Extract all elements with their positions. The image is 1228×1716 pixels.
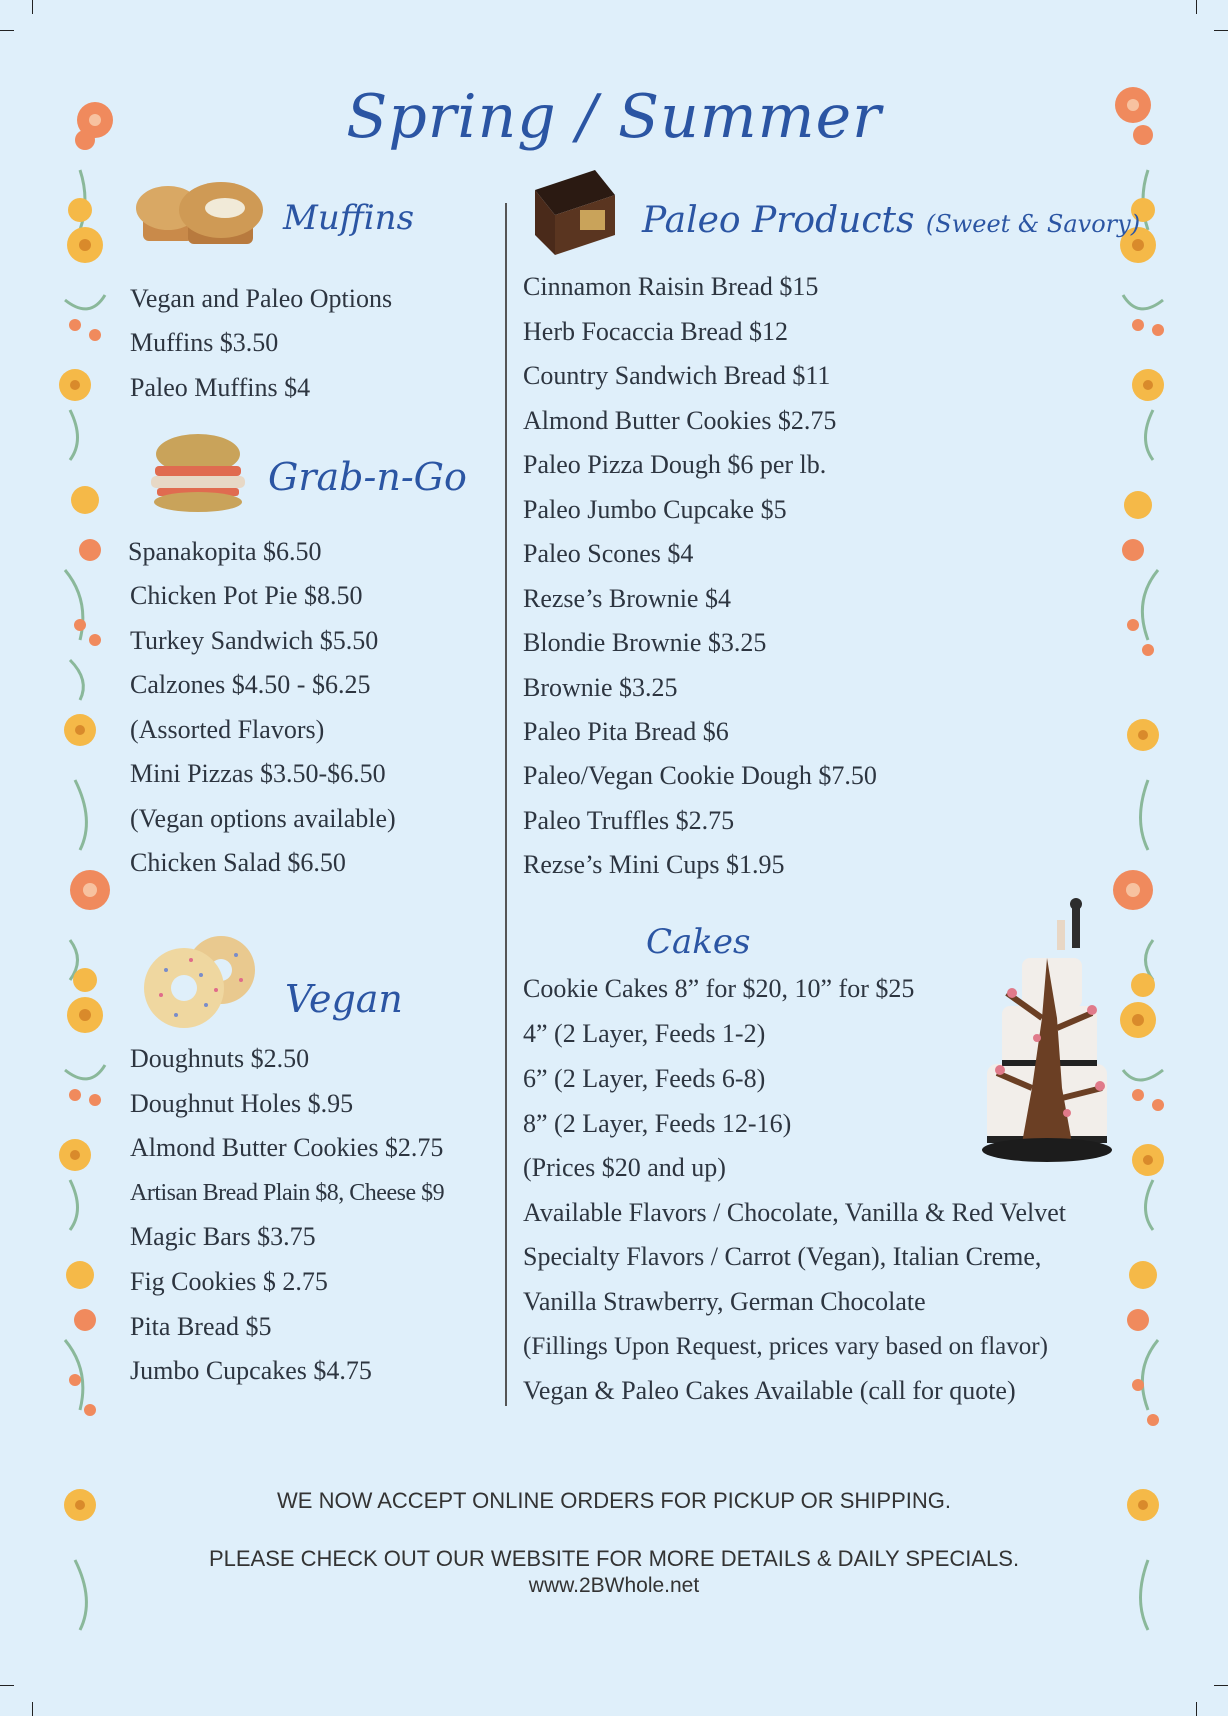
grab-item-calzones: Calzones $4.50 - $6.25 bbox=[130, 670, 371, 699]
grab-item-chicken-salad: Chicken Salad $6.50 bbox=[130, 848, 346, 877]
grab-item-vegan-options: (Vegan options available) bbox=[130, 804, 396, 833]
crop-mark bbox=[32, 1702, 33, 1716]
right-floral-border bbox=[1108, 80, 1178, 1640]
vegan-item-fig-cookies: Fig Cookies $ 2.75 bbox=[130, 1267, 328, 1296]
brownie-photo bbox=[525, 155, 620, 260]
cakes-item-prices: (Prices $20 and up) bbox=[523, 1153, 726, 1182]
muffins-item-paleo-muffins: Paleo Muffins $4 bbox=[130, 373, 311, 402]
cakes-item-8-inch: 8” (2 Layer, Feeds 12-16) bbox=[523, 1109, 792, 1138]
cakes-item-specialty-flavors-cont: Vanilla Strawberry, German Chocolate bbox=[523, 1287, 926, 1316]
vegan-heading: Vegan bbox=[285, 977, 403, 1021]
muffins-heading: Muffins bbox=[283, 198, 415, 238]
cakes-item-fillings: (Fillings Upon Request, prices vary based on flavor) bbox=[523, 1333, 1048, 1360]
grab-item-turkey-sandwich: Turkey Sandwich $5.50 bbox=[130, 626, 379, 655]
crop-mark bbox=[1196, 0, 1197, 14]
paleo-item-country-sandwich-bread: Country Sandwich Bread $11 bbox=[523, 361, 831, 390]
paleo-heading-subtitle: (Sweet & Savory) bbox=[925, 210, 1141, 238]
wedding-cake-photo bbox=[962, 898, 1112, 1170]
vegan-item-doughnut-holes: Doughnut Holes $.95 bbox=[130, 1089, 354, 1118]
paleo-heading bbox=[642, 200, 1140, 241]
grab-n-go-heading: Grab-n-Go bbox=[268, 455, 467, 499]
crop-mark bbox=[0, 1685, 14, 1686]
paleo-item-rezses-brownie: Rezse’s Brownie $4 bbox=[523, 584, 731, 613]
cakes-item-vegan-paleo-cakes: Vegan & Paleo Cakes Available (call for quote) bbox=[523, 1376, 1016, 1405]
vegan-item-doughnuts: Doughnuts $2.50 bbox=[130, 1044, 310, 1073]
grab-item-spanakopita: Spanakopita $6.50 bbox=[128, 537, 322, 566]
crop-mark bbox=[1196, 1702, 1197, 1716]
column-divider bbox=[505, 203, 507, 1406]
vegan-item-jumbo-cupcakes: Jumbo Cupcakes $4.75 bbox=[130, 1356, 372, 1385]
cakes-item-specialty-flavors: Specialty Flavors / Carrot (Vegan), Italian Creme, bbox=[523, 1242, 1042, 1271]
muffins-item-muffins: Muffins $3.50 bbox=[130, 328, 279, 357]
cakes-item-4-inch: 4” (2 Layer, Feeds 1-2) bbox=[523, 1019, 766, 1048]
left-floral-border bbox=[50, 80, 120, 1640]
muffins-item-vegan-paleo-options: Vegan and Paleo Options bbox=[130, 284, 393, 313]
vegan-item-magic-bars: Magic Bars $3.75 bbox=[130, 1222, 316, 1251]
vegan-item-pita-bread: Pita Bread $5 bbox=[130, 1312, 272, 1341]
paleo-item-brownie: Brownie $3.25 bbox=[523, 673, 678, 702]
vegan-item-artisan-bread: Artisan Bread Plain $8, Cheese $9 bbox=[130, 1180, 445, 1206]
page-title: Spring / Summer bbox=[346, 82, 882, 152]
grab-item-assorted-flavors: (Assorted Flavors) bbox=[130, 715, 325, 744]
paleo-item-truffles: Paleo Truffles $2.75 bbox=[523, 806, 735, 835]
paleo-item-mini-cups: Rezse’s Mini Cups $1.95 bbox=[523, 850, 785, 879]
paleo-item-pizza-dough: Paleo Pizza Dough $6 per lb. bbox=[523, 450, 827, 479]
paleo-item-pita-bread: Paleo Pita Bread $6 bbox=[523, 717, 729, 746]
crop-mark bbox=[0, 30, 14, 31]
cakes-item-cookie-cakes: Cookie Cakes 8” for $20, 10” for $25 bbox=[523, 974, 915, 1003]
footer-website-note: PLEASE CHECK OUT OUR WEBSITE FOR MORE DETAILS & DAILY SPECIALS. bbox=[208, 1546, 1020, 1571]
paleo-item-herb-focaccia-bread: Herb Focaccia Bread $12 bbox=[523, 317, 788, 346]
paleo-item-scones: Paleo Scones $4 bbox=[523, 539, 694, 568]
cakes-item-6-inch: 6” (2 Layer, Feeds 6-8) bbox=[523, 1064, 766, 1093]
paleo-item-blondie-brownie: Blondie Brownie $3.25 bbox=[523, 628, 767, 657]
paleo-item-jumbo-cupcake: Paleo Jumbo Cupcake $5 bbox=[523, 495, 787, 524]
muffins-photo bbox=[133, 168, 273, 248]
grab-item-mini-pizzas: Mini Pizzas $3.50-$6.50 bbox=[130, 759, 386, 788]
crop-mark bbox=[32, 0, 33, 14]
crop-mark bbox=[1214, 30, 1228, 31]
paleo-item-almond-butter-cookies: Almond Butter Cookies $2.75 bbox=[523, 406, 837, 435]
cakes-item-available-flavors: Available Flavors / Chocolate, Vanilla & Red Velvet bbox=[523, 1198, 1067, 1227]
footer-website-link[interactable]: www.2BWhole.net bbox=[528, 1574, 700, 1597]
doughnuts-photo bbox=[136, 930, 266, 1030]
crop-mark bbox=[1214, 1685, 1228, 1686]
cakes-heading: Cakes bbox=[646, 922, 751, 962]
vegan-item-almond-butter-cookies: Almond Butter Cookies $2.75 bbox=[130, 1133, 444, 1162]
paleo-heading-title: Paleo Products bbox=[642, 200, 915, 241]
paleo-item-cookie-dough: Paleo/Vegan Cookie Dough $7.50 bbox=[523, 761, 877, 790]
grab-item-chicken-pot-pie: Chicken Pot Pie $8.50 bbox=[130, 581, 363, 610]
paleo-item-cinnamon-raisin-bread: Cinnamon Raisin Bread $15 bbox=[523, 272, 819, 301]
footer-online-orders: WE NOW ACCEPT ONLINE ORDERS FOR PICKUP OR SHIPPING. bbox=[277, 1488, 951, 1513]
sandwich-photo bbox=[143, 432, 253, 514]
